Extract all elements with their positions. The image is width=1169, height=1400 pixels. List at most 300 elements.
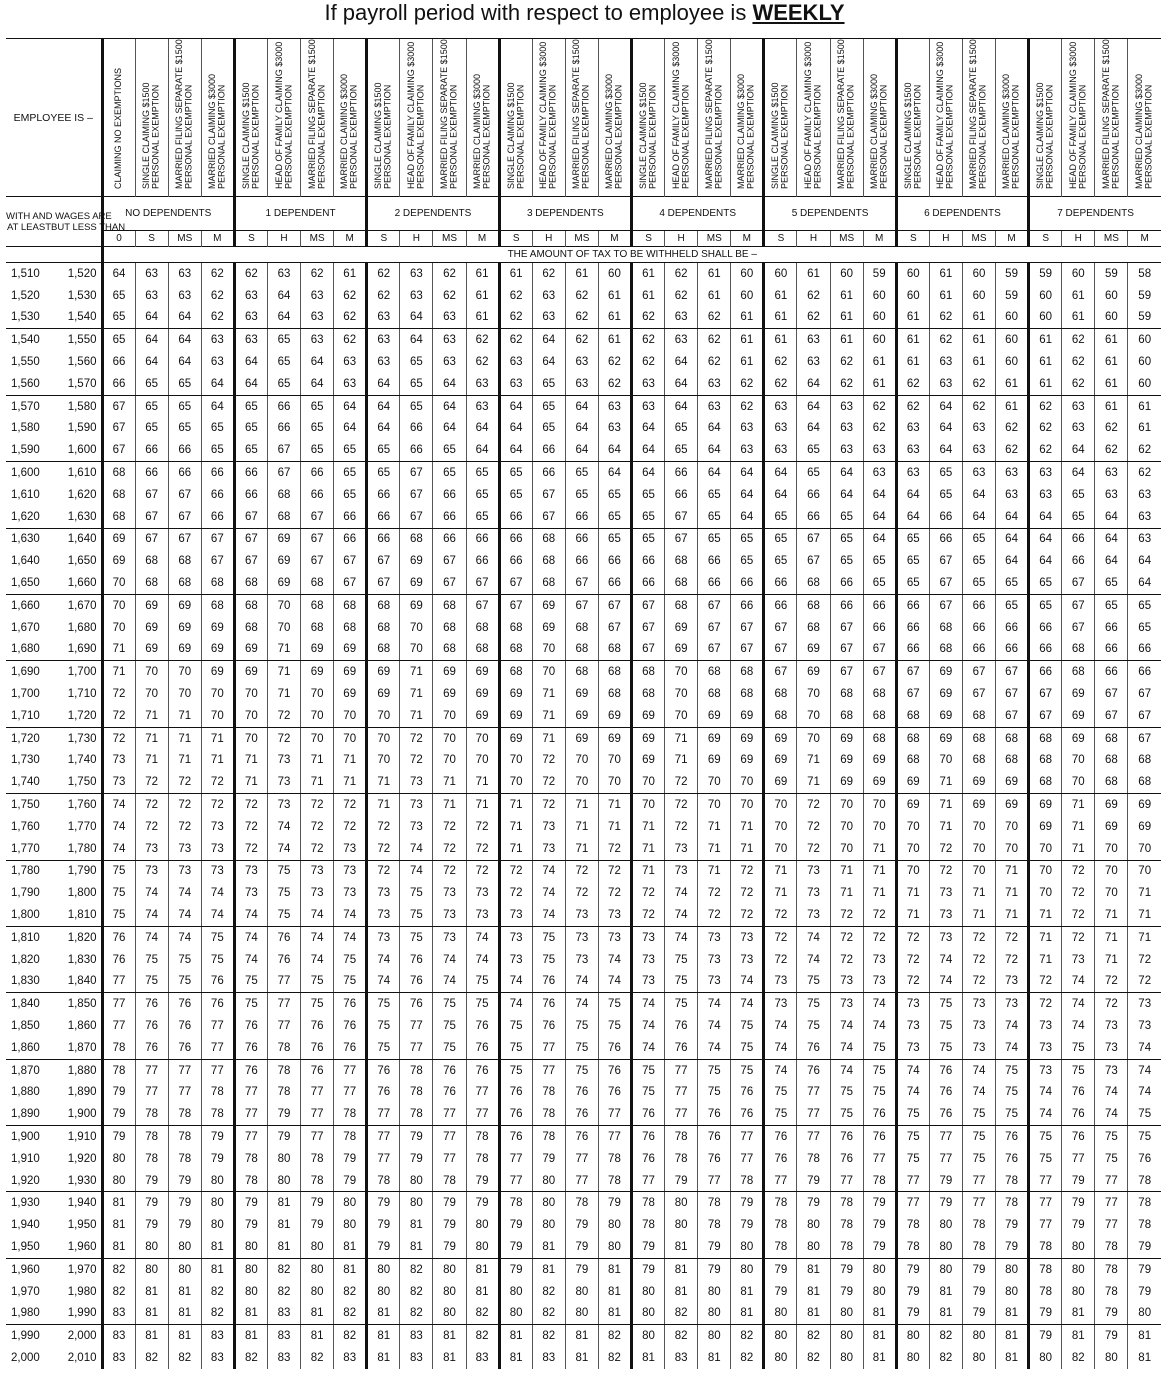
tax-amount-cell: 81: [863, 1302, 896, 1324]
tax-amount-cell: 80: [433, 1258, 466, 1280]
tax-amount-cell: 73: [532, 816, 565, 838]
tax-amount-cell: 63: [168, 263, 201, 285]
tax-amount-cell: 68: [367, 617, 400, 639]
tax-amount-cell: 69: [135, 594, 168, 616]
tax-amount-cell: 68: [102, 506, 135, 528]
tax-amount-cell: 70: [665, 705, 698, 727]
column-header: [1128, 39, 1161, 197]
tax-amount-cell: 73: [896, 1015, 929, 1037]
tax-amount-cell: 69: [466, 661, 499, 683]
tax-amount-cell: 70: [797, 727, 830, 749]
tax-amount-cell: 80: [698, 1281, 731, 1303]
tax-amount-cell: 82: [929, 1347, 962, 1369]
tax-amount-cell: 66: [168, 462, 201, 484]
tax-amount-cell: 80: [896, 1347, 929, 1369]
tax-amount-cell: 67: [334, 572, 367, 594]
tax-amount-cell: 67: [466, 572, 499, 594]
tax-amount-cell: 78: [201, 1103, 234, 1125]
wage-less-than: 1,740: [67, 754, 97, 767]
tax-amount-cell: 64: [433, 373, 466, 395]
tax-amount-cell: 77: [267, 1015, 300, 1037]
tax-amount-cell: 70: [598, 750, 631, 772]
tax-amount-cell: 71: [400, 661, 433, 683]
tax-amount-cell: 72: [135, 771, 168, 793]
tax-amount-cell: 67: [400, 506, 433, 528]
wage-at-least: 1,950: [6, 1236, 53, 1258]
tax-amount-cell: 62: [830, 373, 863, 395]
tax-amount-cell: 63: [301, 285, 334, 307]
tax-amount-cell: 67: [565, 572, 598, 594]
tax-amount-cell: 69: [466, 683, 499, 705]
table-row: [6, 373, 1161, 395]
column-code: MS: [301, 231, 334, 247]
wage-less-than: 1,690: [53, 639, 102, 661]
tax-amount-cell: 74: [962, 1059, 995, 1081]
tax-amount-cell: 77: [102, 993, 135, 1015]
tax-amount-cell: 63: [830, 418, 863, 440]
wage-at-least: 1,560: [6, 373, 53, 395]
tax-amount-cell: 77: [1095, 1214, 1128, 1236]
tax-amount-cell: 69: [698, 750, 731, 772]
tax-amount-cell: 65: [1062, 484, 1095, 506]
column-header: [632, 39, 665, 197]
wage-at-least: 1,630: [11, 533, 40, 546]
tax-amount-cell: 62: [466, 329, 499, 351]
tax-amount-cell: 61: [929, 263, 962, 285]
tax-amount-cell: 68: [996, 727, 1029, 749]
wage-at-least: 1,730: [11, 754, 40, 767]
tax-amount-cell: 80: [565, 1302, 598, 1324]
tax-amount-cell: 78: [698, 1192, 731, 1214]
tax-amount-cell: 77: [1095, 1192, 1128, 1214]
tax-amount-cell: 70: [102, 594, 135, 616]
tax-amount-cell: 63: [565, 373, 598, 395]
tax-amount-cell: 65: [234, 418, 267, 440]
tax-amount-cell: 62: [334, 307, 367, 329]
tax-amount-cell: 77: [102, 1015, 135, 1037]
tax-amount-cell: 61: [797, 263, 830, 285]
wage-at-least: 1,890: [6, 1103, 53, 1125]
tax-amount-cell: 64: [764, 484, 797, 506]
column-header-label: HEAD OF FAMILY CLAIMING $3000 PERSONAL EXEMPTION: [803, 41, 823, 189]
tax-amount-cell: 74: [168, 904, 201, 926]
tax-amount-cell: 66: [499, 550, 532, 572]
tax-amount-cell: 63: [334, 373, 367, 395]
tax-amount-cell: 73: [962, 1015, 995, 1037]
title-prefix: If payroll period with respect to employee is: [324, 0, 753, 25]
tax-amount-cell: 80: [102, 1148, 135, 1170]
tax-amount-cell: 82: [598, 1325, 631, 1347]
tax-amount-cell: 80: [234, 1236, 267, 1258]
tax-amount-cell: 71: [1029, 949, 1062, 971]
tax-amount-cell: 72: [400, 750, 433, 772]
tax-amount-cell: 78: [234, 1148, 267, 1170]
tax-amount-cell: 79: [499, 1214, 532, 1236]
tax-amount-cell: 75: [532, 926, 565, 948]
table-row: [6, 285, 1161, 307]
tax-amount-cell: 70: [764, 794, 797, 816]
wage-range-spacer: [6, 247, 102, 263]
tax-amount-cell: 65: [301, 439, 334, 461]
tax-amount-cell: 79: [698, 1236, 731, 1258]
tax-amount-cell: 66: [1062, 550, 1095, 572]
tax-amount-cell: 61: [764, 307, 797, 329]
tax-amount-cell: 70: [168, 683, 201, 705]
column-header-label: SINGLE CLAIMING $1500 PERSONAL EXEMPTION: [141, 82, 161, 189]
tax-amount-cell: 65: [665, 418, 698, 440]
tax-amount-cell: 63: [1095, 484, 1128, 506]
tax-amount-cell: 63: [698, 373, 731, 395]
tax-amount-cell: 74: [665, 926, 698, 948]
tax-amount-cell: 67: [996, 683, 1029, 705]
tax-amount-cell: 65: [830, 550, 863, 572]
tax-amount-cell: 66: [962, 639, 995, 661]
column-header: [400, 39, 433, 197]
column-code: MS: [433, 231, 466, 247]
wage-at-least: 1,800: [6, 904, 53, 926]
column-code: MS: [962, 231, 995, 247]
tax-amount-cell: 76: [234, 1059, 267, 1081]
wage-less-than: 1,680: [67, 621, 97, 634]
wage-less-than: 2,010: [67, 1351, 97, 1364]
tax-amount-cell: 77: [201, 1037, 234, 1059]
column-header-label: SINGLE CLAIMING $1500 PERSONAL EXEMPTION: [1035, 82, 1055, 189]
tax-amount-cell: 61: [764, 285, 797, 307]
tax-amount-cell: 69: [466, 705, 499, 727]
tax-amount-cell: 62: [896, 373, 929, 395]
tax-amount-cell: 71: [201, 727, 234, 749]
tax-amount-cell: 83: [201, 1325, 234, 1347]
tax-amount-cell: 70: [632, 771, 665, 793]
tax-amount-cell: 66: [896, 639, 929, 661]
tax-amount-cell: 64: [830, 484, 863, 506]
tax-amount-cell: 66: [1095, 661, 1128, 683]
tax-amount-cell: 74: [135, 882, 168, 904]
tax-amount-cell: 76: [1062, 1103, 1095, 1125]
tax-amount-cell: 69: [499, 727, 532, 749]
tax-amount-cell: 66: [996, 639, 1029, 661]
tax-amount-cell: 64: [863, 528, 896, 550]
tax-amount-cell: 69: [433, 683, 466, 705]
tax-amount-cell: 79: [896, 1302, 929, 1324]
tax-amount-cell: 73: [698, 949, 731, 971]
tax-amount-cell: 77: [234, 1081, 267, 1103]
tax-amount-cell: 60: [1095, 307, 1128, 329]
tax-amount-cell: 75: [598, 1015, 631, 1037]
tax-amount-cell: 73: [797, 904, 830, 926]
tax-amount-cell: 72: [665, 771, 698, 793]
tax-amount-cell: 64: [168, 351, 201, 373]
tax-amount-cell: 60: [1029, 285, 1062, 307]
tax-amount-cell: 71: [334, 750, 367, 772]
tax-amount-cell: 79: [1128, 1281, 1161, 1303]
tax-amount-cell: 64: [466, 439, 499, 461]
tax-amount-cell: 64: [201, 373, 234, 395]
tax-amount-cell: 72: [962, 971, 995, 993]
tax-amount-cell: 79: [201, 1148, 234, 1170]
tax-amount-cell: 78: [400, 1081, 433, 1103]
tax-amount-cell: 60: [731, 285, 764, 307]
tax-amount-cell: 74: [797, 926, 830, 948]
tax-amount-cell: 72: [731, 882, 764, 904]
tax-amount-cell: 80: [996, 1281, 1029, 1303]
tax-amount-cell: 76: [565, 1126, 598, 1148]
tax-amount-cell: 65: [168, 373, 201, 395]
tax-amount-cell: 74: [565, 993, 598, 1015]
column-code: M: [598, 231, 631, 247]
tax-amount-cell: 68: [665, 550, 698, 572]
tax-amount-cell: 69: [797, 639, 830, 661]
tax-amount-cell: 70: [731, 771, 764, 793]
tax-amount-cell: 64: [698, 439, 731, 461]
tax-amount-cell: 66: [301, 462, 334, 484]
tax-amount-cell: 75: [334, 949, 367, 971]
column-code: MS: [168, 231, 201, 247]
column-header: [797, 39, 830, 197]
tax-amount-cell: 76: [334, 1015, 367, 1037]
tax-amount-cell: 67: [665, 506, 698, 528]
tax-amount-cell: 82: [929, 1325, 962, 1347]
tax-amount-cell: 68: [797, 572, 830, 594]
tax-amount-cell: 65: [433, 439, 466, 461]
tax-amount-cell: 62: [598, 373, 631, 395]
tax-amount-cell: 68: [929, 639, 962, 661]
tax-amount-cell: 72: [267, 727, 300, 749]
table-row: [6, 550, 1161, 572]
tax-amount-cell: 72: [1029, 971, 1062, 993]
tax-amount-cell: 63: [1128, 528, 1161, 550]
column-header: [267, 39, 300, 197]
tax-amount-cell: 62: [797, 285, 830, 307]
tax-amount-cell: 77: [764, 1170, 797, 1192]
tax-amount-cell: 60: [962, 285, 995, 307]
tax-amount-cell: 80: [301, 1236, 334, 1258]
tax-amount-cell: 69: [400, 594, 433, 616]
column-header-label: MARRIED FILING SEPARATE $1500 PERSONAL EXEMPTION: [1100, 39, 1121, 189]
tax-amount-cell: 81: [334, 1258, 367, 1280]
tax-amount-cell: 80: [830, 1302, 863, 1324]
tax-amount-cell: 78: [1128, 1170, 1161, 1192]
wage-less-than: 1,830: [67, 953, 97, 966]
tax-amount-cell: 64: [764, 462, 797, 484]
tax-amount-cell: 78: [698, 1214, 731, 1236]
tax-amount-cell: 70: [532, 661, 565, 683]
tax-amount-cell: 64: [565, 418, 598, 440]
tax-amount-cell: 65: [896, 528, 929, 550]
tax-amount-cell: 64: [665, 373, 698, 395]
wage-at-least: 1,750: [11, 799, 40, 812]
column-header-label: HEAD OF FAMILY CLAIMING $3000 PERSONAL EXEMPTION: [405, 41, 426, 189]
tax-amount-cell: 65: [201, 439, 234, 461]
tax-amount-cell: 80: [400, 1170, 433, 1192]
tax-amount-cell: 72: [565, 882, 598, 904]
column-code: H: [929, 231, 962, 247]
table-row: [6, 794, 1161, 816]
tax-amount-cell: 66: [896, 617, 929, 639]
column-header: [929, 39, 962, 197]
tax-amount-cell: 67: [632, 594, 665, 616]
tax-amount-cell: 72: [1128, 949, 1161, 971]
tax-amount-cell: 74: [863, 993, 896, 1015]
tax-amount-cell: 74: [102, 838, 135, 860]
tax-amount-cell: 68: [168, 572, 201, 594]
tax-amount-cell: 67: [1095, 683, 1128, 705]
tax-amount-cell: 63: [1095, 462, 1128, 484]
tax-amount-cell: 65: [1128, 594, 1161, 616]
tax-amount-cell: 69: [598, 727, 631, 749]
dependents-group-header: 5 DEPENDENTS: [764, 197, 896, 231]
tax-amount-cell: 63: [929, 351, 962, 373]
tax-amount-cell: 75: [797, 1015, 830, 1037]
tax-amount-cell: 65: [466, 484, 499, 506]
tax-amount-cell: 69: [632, 727, 665, 749]
tax-amount-cell: 69: [1029, 816, 1062, 838]
tax-amount-cell: 63: [532, 285, 565, 307]
tax-amount-cell: 79: [1029, 1325, 1062, 1347]
tax-amount-cell: 74: [1062, 993, 1095, 1015]
wage-at-least: 1,940: [11, 1219, 40, 1232]
wage-less-than: 1,700: [67, 666, 97, 679]
column-header: [367, 39, 400, 197]
tax-amount-cell: 65: [433, 462, 466, 484]
tax-amount-cell: 76: [830, 1148, 863, 1170]
tax-amount-cell: 79: [996, 1236, 1029, 1258]
tax-amount-cell: 70: [929, 750, 962, 772]
tax-amount-cell: 67: [598, 617, 631, 639]
tax-amount-cell: 63: [665, 307, 698, 329]
tax-amount-cell: 67: [632, 639, 665, 661]
tax-amount-cell: 82: [731, 1325, 764, 1347]
tax-amount-cell: 61: [1095, 329, 1128, 351]
tax-amount-cell: 63: [301, 329, 334, 351]
tax-amount-cell: 78: [234, 1170, 267, 1192]
table-row: [6, 617, 1161, 639]
tax-amount-cell: 63: [830, 439, 863, 461]
tax-amount-cell: 72: [532, 771, 565, 793]
tax-amount-cell: 79: [168, 1192, 201, 1214]
tax-amount-cell: 71: [698, 860, 731, 882]
tax-amount-cell: 66: [201, 484, 234, 506]
tax-amount-cell: 75: [665, 993, 698, 1015]
tax-amount-cell: 75: [896, 1126, 929, 1148]
tax-amount-cell: 80: [466, 1236, 499, 1258]
tax-amount-cell: 74: [863, 1015, 896, 1037]
tax-amount-cell: 64: [1029, 528, 1062, 550]
tax-amount-cell: 61: [466, 307, 499, 329]
tax-amount-cell: 76: [466, 1037, 499, 1059]
tax-amount-cell: 62: [367, 263, 400, 285]
tax-amount-cell: 73: [996, 971, 1029, 993]
tax-amount-cell: 67: [301, 550, 334, 572]
tax-amount-cell: 70: [1128, 838, 1161, 860]
tax-amount-cell: 71: [1095, 904, 1128, 926]
tax-amount-cell: 73: [731, 926, 764, 948]
tax-amount-cell: 70: [896, 816, 929, 838]
tax-amount-cell: 79: [367, 1192, 400, 1214]
tax-amount-cell: 65: [168, 395, 201, 417]
wage-at-least: 1,520: [11, 289, 40, 302]
tax-amount-cell: 70: [962, 838, 995, 860]
tax-amount-cell: 73: [962, 1037, 995, 1059]
tax-amount-cell: 76: [466, 1015, 499, 1037]
tax-amount-cell: 80: [731, 1258, 764, 1280]
wage-less-than: 1,660: [53, 572, 102, 594]
column-header: [731, 39, 764, 197]
tax-amount-cell: 59: [1128, 307, 1161, 329]
tax-amount-cell: 82: [400, 1281, 433, 1303]
tax-amount-cell: 66: [962, 594, 995, 616]
tax-amount-cell: 66: [1128, 639, 1161, 661]
tax-amount-cell: 72: [201, 771, 234, 793]
tax-amount-cell: 62: [1128, 439, 1161, 461]
tax-amount-cell: 68: [863, 705, 896, 727]
tax-amount-cell: 70: [797, 683, 830, 705]
tax-amount-cell: 80: [532, 1214, 565, 1236]
tax-amount-cell: 72: [1095, 971, 1128, 993]
tax-amount-cell: 82: [201, 1281, 234, 1303]
tax-amount-cell: 74: [168, 926, 201, 948]
tax-amount-cell: 76: [797, 1037, 830, 1059]
tax-amount-cell: 79: [731, 1192, 764, 1214]
tax-amount-cell: 73: [632, 971, 665, 993]
tax-amount-cell: 78: [301, 1170, 334, 1192]
tax-amount-cell: 64: [400, 329, 433, 351]
tax-amount-cell: 71: [400, 683, 433, 705]
tax-amount-cell: 80: [201, 1192, 234, 1214]
tax-amount-cell: 60: [996, 351, 1029, 373]
tax-amount-cell: 74: [499, 971, 532, 993]
tax-amount-cell: 72: [830, 904, 863, 926]
tax-amount-cell: 80: [168, 1258, 201, 1280]
tax-amount-cell: 61: [499, 263, 532, 285]
tax-amount-cell: 75: [929, 1015, 962, 1037]
tax-amount-cell: 79: [731, 1214, 764, 1236]
tax-amount-cell: 62: [731, 373, 764, 395]
tax-amount-cell: 68: [962, 750, 995, 772]
tax-amount-cell: 63: [135, 263, 168, 285]
tax-amount-cell: 72: [929, 838, 962, 860]
tax-amount-cell: 72: [499, 860, 532, 882]
tax-amount-cell: 65: [367, 462, 400, 484]
tax-amount-cell: 80: [764, 1347, 797, 1369]
tax-amount-cell: 71: [267, 639, 300, 661]
tax-amount-cell: 74: [532, 904, 565, 926]
tax-amount-cell: 60: [962, 263, 995, 285]
tax-amount-cell: 67: [433, 572, 466, 594]
tax-amount-cell: 72: [896, 971, 929, 993]
tax-amount-cell: 74: [830, 1037, 863, 1059]
column-header: [433, 39, 466, 197]
tax-amount-cell: 70: [301, 727, 334, 749]
tax-amount-cell: 72: [698, 882, 731, 904]
tax-amount-cell: 66: [598, 550, 631, 572]
tax-amount-cell: 80: [334, 1214, 367, 1236]
tax-amount-cell: 73: [830, 971, 863, 993]
tax-amount-cell: 75: [731, 1059, 764, 1081]
tax-amount-cell: 65: [698, 528, 731, 550]
tax-amount-cell: 80: [632, 1325, 665, 1347]
tax-amount-cell: 69: [168, 639, 201, 661]
column-header-label: MARRIED CLAIMING $3000 PERSONAL EXEMPTION: [339, 73, 359, 189]
tax-amount-cell: 81: [102, 1192, 135, 1214]
tax-amount-cell: 81: [135, 1325, 168, 1347]
tax-amount-cell: 70: [863, 794, 896, 816]
tax-amount-cell: 81: [996, 1347, 1029, 1369]
tax-amount-cell: 80: [532, 1192, 565, 1214]
tax-amount-cell: 81: [499, 1347, 532, 1369]
tax-amount-cell: 70: [301, 683, 334, 705]
tax-amount-cell: 70: [896, 838, 929, 860]
